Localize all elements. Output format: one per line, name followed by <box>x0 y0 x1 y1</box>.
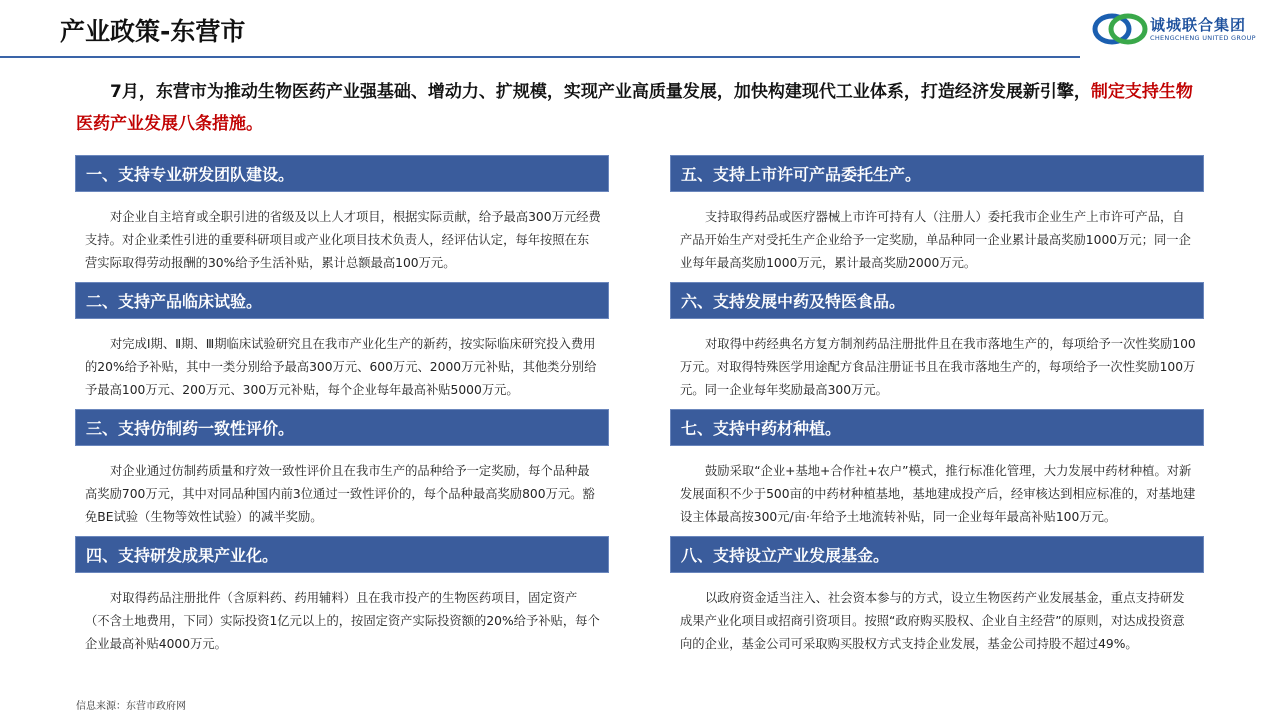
intro-text: 7月，东营市为推动生物医药产业强基础、增动力、扩规模，实现产业高质量发展，加快构建现代工业体系，打造经济发展新引擎， <box>110 82 1091 102</box>
header-divider <box>0 56 1080 58</box>
page-title: 产业政策-东营市 <box>60 17 246 46</box>
section-title: 六、支持发展中药及特医食品。 <box>670 282 1204 319</box>
section-body: 对完成Ⅰ期、Ⅱ期、Ⅲ期临床试验研究且在我市产业化生产的新药，按实际临床研究投入费用的20%给予补贴，其中一类分别给予最高300万元、600万元、2000万元补贴，其他类分别给予最高100万元、200万元、300万元补贴，每个企业每年最高补贴5000万元。 <box>85 337 597 397</box>
logo-cn-text: 诚城联合集团 <box>1150 16 1247 34</box>
section-body: 对企业通过仿制药质量和疗效一致性评价且在我市生产的品种给予一定奖励，每个品种最高奖励700万元，其中对同品种国内前3位通过一致性评价的，每个品种最高奖励800万元。豁免BE试验（生物等效性试验）的减半奖励。 <box>85 464 595 524</box>
section-title: 一、支持专业研发团队建设。 <box>75 155 609 192</box>
section-3 <box>75 409 609 529</box>
logo-rings-icon <box>1092 12 1148 46</box>
section-title: 四、支持研发成果产业化。 <box>75 536 609 573</box>
section-body: 支持取得药品或医疗器械上市许可持有人（注册人）委托我市企业生产上市许可产品，自产品开始生产对受托生产企业给予一定奖励，单品种同一企业累计最高奖励1000万元；同一企业每年最高奖励1000万元，累计最高奖励2000万元。 <box>680 210 1191 270</box>
section-title: 二、支持产品临床试验。 <box>75 282 609 319</box>
section-6 <box>670 282 1204 402</box>
section-body: 以政府资金适当注入、社会资本参与的方式，设立生物医药产业发展基金，重点支持研发成果产业化项目或招商引资项目。按照“政府购买股权、企业自主经营”的原则，对达成投资意向的企业，基金公司可采取购买股权方式支持企业发展，基金公司持股不超过49%。 <box>680 591 1185 651</box>
section-7 <box>670 409 1204 529</box>
intro-paragraph <box>76 76 1206 140</box>
section-8 <box>670 536 1204 656</box>
section-body: 对企业自主培育或全职引进的省级及以上人才项目，根据实际贡献，给予最高300万元经费支持。对企业柔性引进的重要科研项目或产业化项目技术负责人，经评估认定，每年按照在东营实际取得劳动报酬的30%给予生活补贴，累计总额最高100万元。 <box>85 210 601 270</box>
source-note: 信息来源：东营市政府网 <box>76 701 186 712</box>
company-logo <box>1092 12 1262 46</box>
logo-en-text: CHENGCHENG UNITED GROUP <box>1150 34 1256 42</box>
intro-highlight: 制定支持生物医药产业发展八条措施。 <box>76 82 1193 134</box>
section-title: 七、支持中药材种植。 <box>670 409 1204 446</box>
section-body: 对取得中药经典名方复方制剂药品注册批件且在我市落地生产的，每项给予一次性奖励100万元。对取得特殊医学用途配方食品注册证书且在我市落地生产的，每项给予一次性奖励100万元。同一企业每年奖励最高300万元。 <box>680 337 1196 397</box>
section-title: 五、支持上市许可产品委托生产。 <box>670 155 1204 192</box>
section-4 <box>75 536 609 656</box>
section-5 <box>670 155 1204 275</box>
section-title: 三、支持仿制药一致性评价。 <box>75 409 609 446</box>
section-body: 对取得药品注册批件（含原料药、药用辅料）且在我市投产的生物医药项目，固定资产（不含土地费用，下同）实际投资1亿元以上的，按固定资产实际投资额的20%给予补贴，每个企业最高补贴4000万元。 <box>85 591 600 651</box>
section-2 <box>75 282 609 402</box>
section-body: 鼓励采取“企业+基地+合作社+农户”模式，推行标准化管理，大力发展中药材种植。对新发展面积不少于500亩的中药材种植基地，基地建成投产后，经审核达到相应标准的，对基地建设主体最高按300元/亩·年给予土地流转补贴，同一企业每年最高补贴100万元。 <box>680 464 1196 524</box>
section-title: 八、支持设立产业发展基金。 <box>670 536 1204 573</box>
section-1 <box>75 155 609 275</box>
